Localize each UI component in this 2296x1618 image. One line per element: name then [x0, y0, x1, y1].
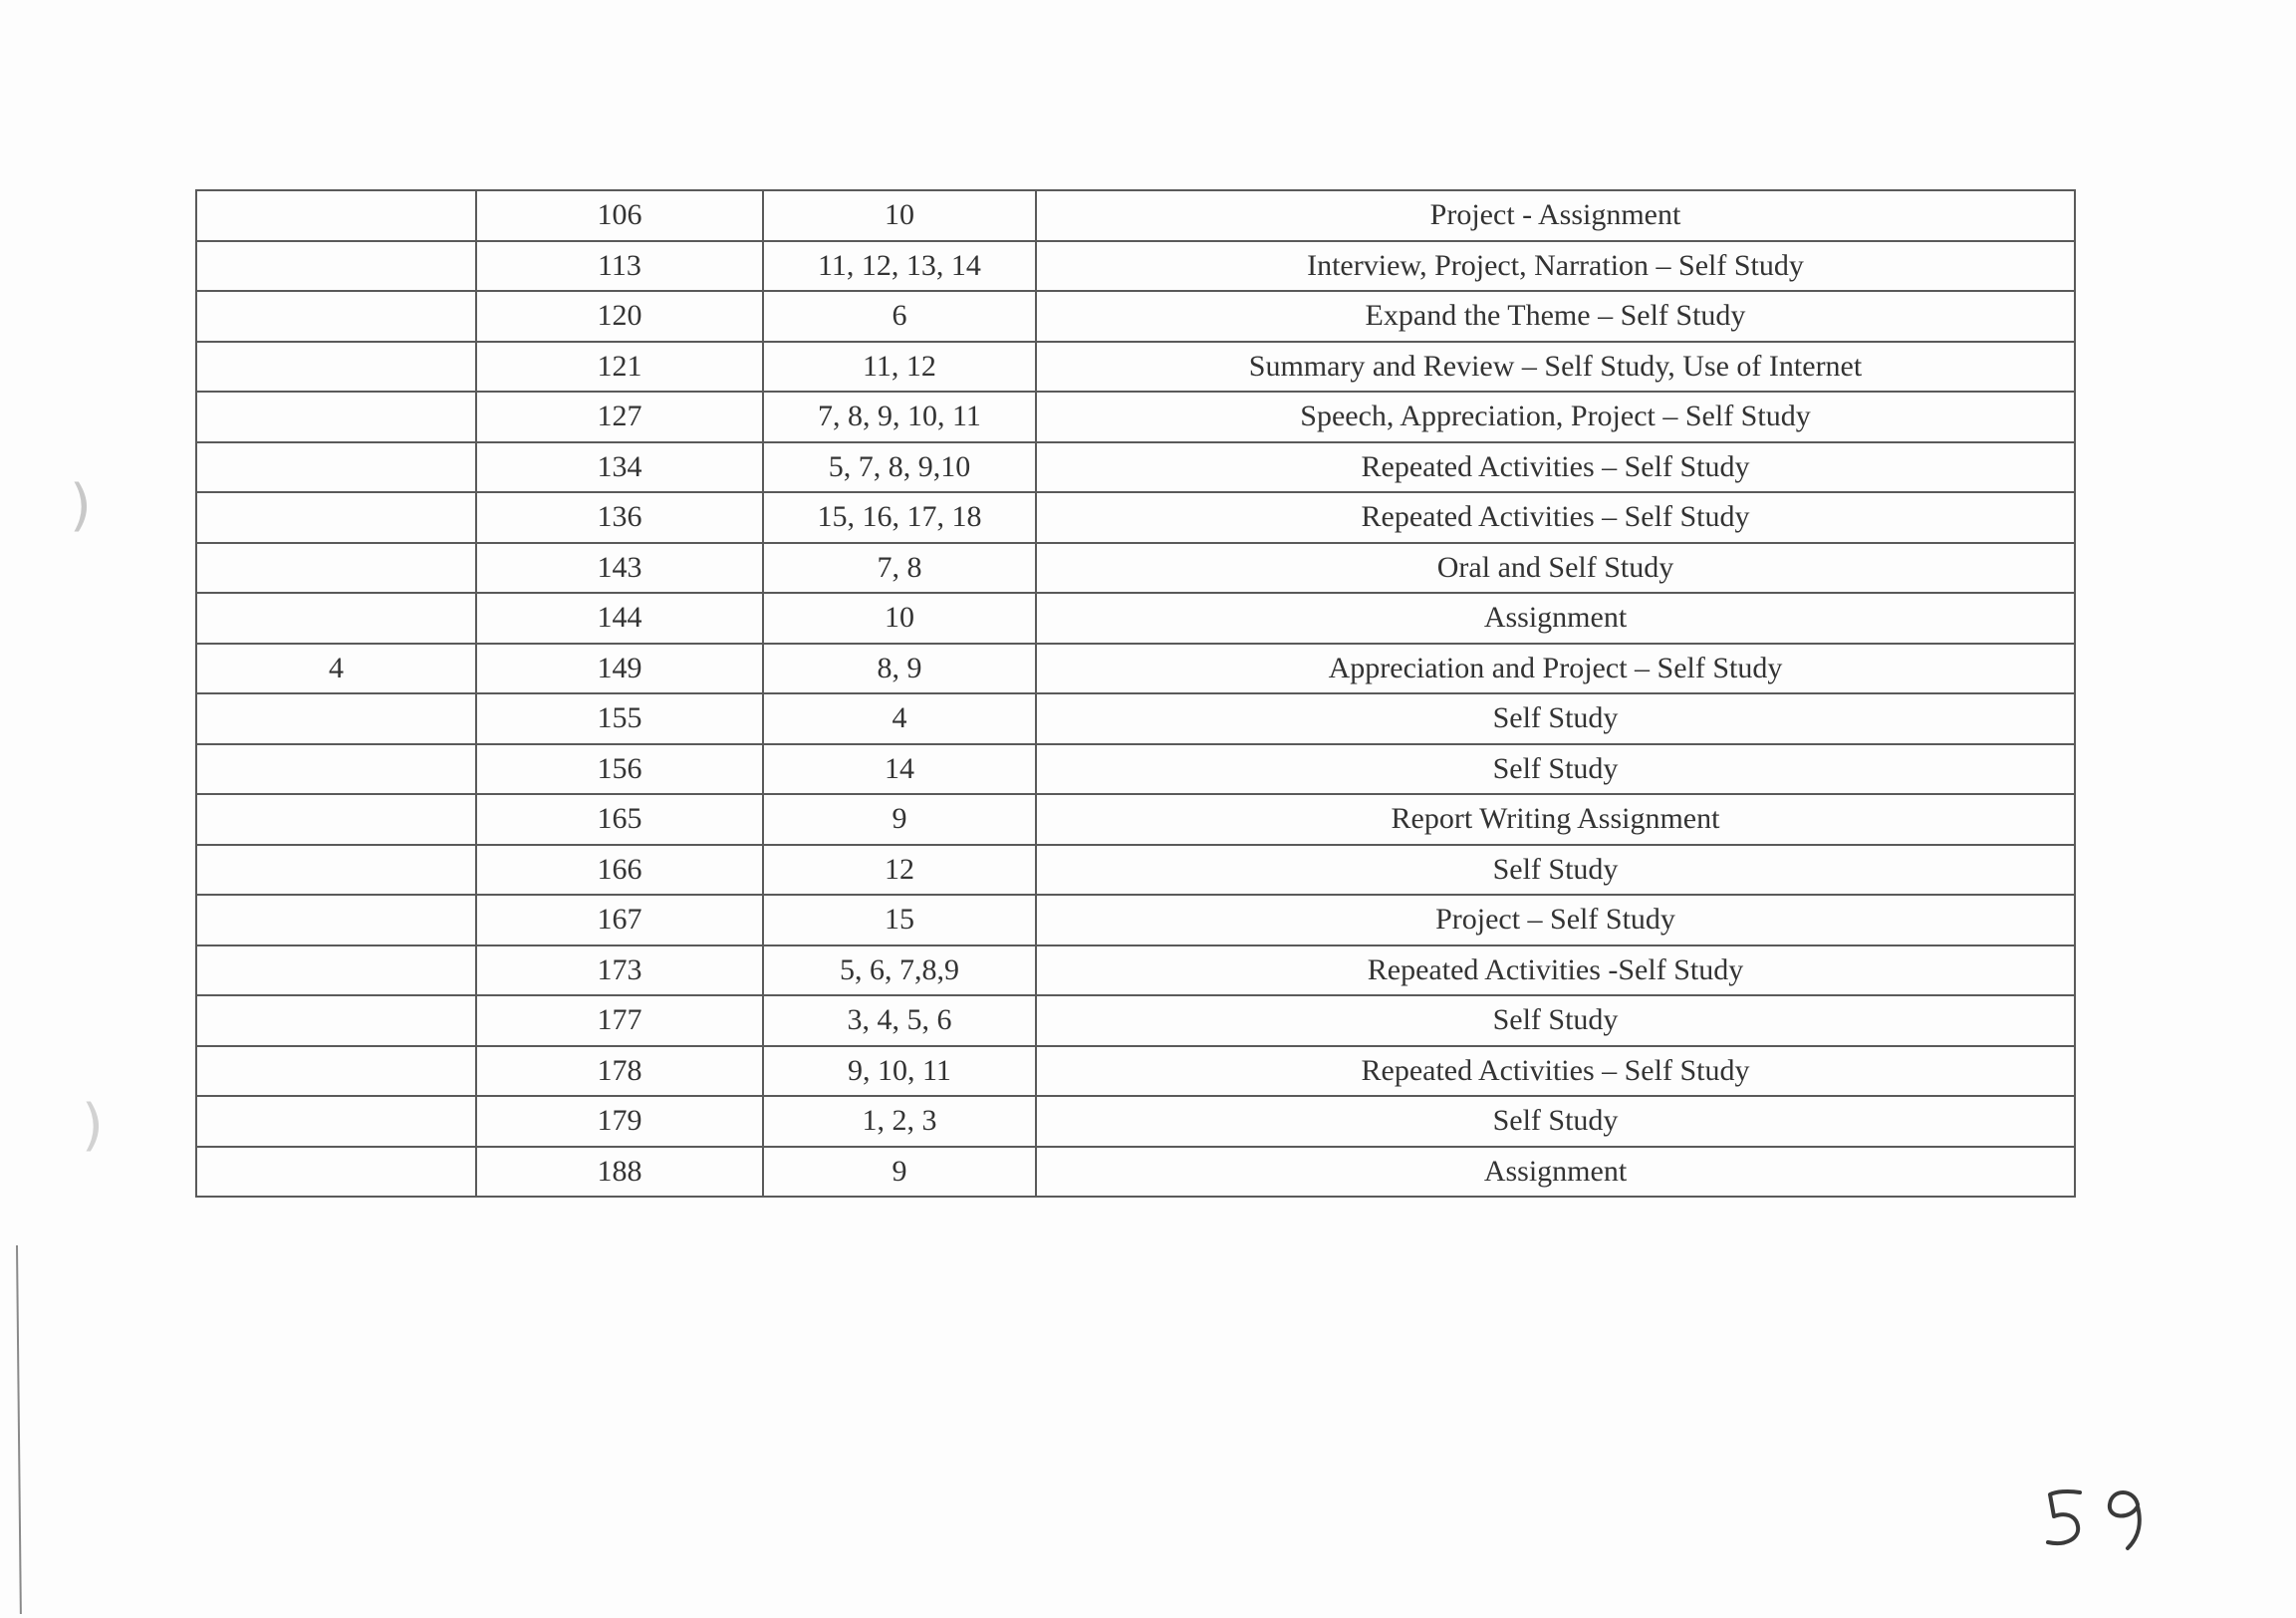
- table-row: [196, 1147, 2075, 1198]
- activity-cell: 9: [763, 1147, 1036, 1198]
- page-cell: 188: [476, 1147, 763, 1198]
- page-cell: 113: [476, 241, 763, 292]
- remarks-cell: Assignment: [1036, 1147, 2075, 1198]
- table-row: [196, 644, 2075, 694]
- unit-cell: [196, 794, 476, 845]
- remarks-cell: Repeated Activities – Self Study: [1036, 442, 2075, 493]
- activity-cell: 10: [763, 593, 1036, 644]
- page-cell: 136: [476, 492, 763, 543]
- page-cell: 143: [476, 543, 763, 594]
- remarks-cell: Repeated Activities – Self Study: [1036, 1046, 2075, 1097]
- page-cell: 144: [476, 593, 763, 644]
- table-row: [196, 995, 2075, 1046]
- activity-cell: 8, 9: [763, 644, 1036, 694]
- table-row: [196, 794, 2075, 845]
- unit-cell: [196, 845, 476, 896]
- unit-cell: [196, 291, 476, 342]
- activity-cell: 9, 10, 11: [763, 1046, 1036, 1097]
- activity-cell: 9: [763, 794, 1036, 845]
- schedule-table-container: [195, 189, 2074, 1198]
- remarks-cell: Appreciation and Project – Self Study: [1036, 644, 2075, 694]
- table-row: [196, 895, 2075, 945]
- activity-cell: 15: [763, 895, 1036, 945]
- remarks-cell: Oral and Self Study: [1036, 543, 2075, 594]
- table-row: [196, 1096, 2075, 1147]
- page-cell: 127: [476, 392, 763, 442]
- scan-edge-line: [16, 1245, 22, 1614]
- page-cell: 155: [476, 693, 763, 744]
- activity-cell: 4: [763, 693, 1036, 744]
- remarks-cell: Report Writing Assignment: [1036, 794, 2075, 845]
- unit-cell: [196, 1046, 476, 1097]
- table-row: [196, 342, 2075, 393]
- schedule-table: [195, 189, 2076, 1198]
- margin-bracket-mark: ): [82, 1093, 104, 1158]
- unit-cell: [196, 945, 476, 996]
- remarks-cell: Summary and Review – Self Study, Use of Internet: [1036, 342, 2075, 393]
- remarks-cell: Self Study: [1036, 845, 2075, 896]
- page-cell: 166: [476, 845, 763, 896]
- page-cell: 106: [476, 190, 763, 241]
- unit-cell: [196, 693, 476, 744]
- page-cell: 149: [476, 644, 763, 694]
- remarks-cell: Project – Self Study: [1036, 895, 2075, 945]
- table-row: [196, 492, 2075, 543]
- table-row: [196, 1046, 2075, 1097]
- page-cell: 178: [476, 1046, 763, 1097]
- unit-cell: [196, 895, 476, 945]
- activity-cell: 6: [763, 291, 1036, 342]
- remarks-cell: Self Study: [1036, 744, 2075, 795]
- unit-cell: [196, 392, 476, 442]
- page-cell: 173: [476, 945, 763, 996]
- remarks-cell: Self Study: [1036, 995, 2075, 1046]
- remarks-cell: Project - Assignment: [1036, 190, 2075, 241]
- table-row: [196, 241, 2075, 292]
- table-row: [196, 693, 2075, 744]
- table-row: [196, 291, 2075, 342]
- unit-cell: [196, 744, 476, 795]
- activity-cell: 10: [763, 190, 1036, 241]
- unit-cell: [196, 442, 476, 493]
- remarks-cell: Expand the Theme – Self Study: [1036, 291, 2075, 342]
- remarks-cell: Repeated Activities -Self Study: [1036, 945, 2075, 996]
- activity-cell: 11, 12: [763, 342, 1036, 393]
- table-row: [196, 392, 2075, 442]
- unit-cell: [196, 1096, 476, 1147]
- unit-cell: 4: [196, 644, 476, 694]
- remarks-cell: Speech, Appreciation, Project – Self Study: [1036, 392, 2075, 442]
- unit-cell: [196, 241, 476, 292]
- table-row: [196, 442, 2075, 493]
- unit-cell: [196, 342, 476, 393]
- table-row: [196, 744, 2075, 795]
- activity-cell: 11, 12, 13, 14: [763, 241, 1036, 292]
- page-cell: 167: [476, 895, 763, 945]
- table-row: [196, 945, 2075, 996]
- table-row: [196, 845, 2075, 896]
- remarks-cell: Self Study: [1036, 693, 2075, 744]
- activity-cell: 14: [763, 744, 1036, 795]
- activity-cell: 7, 8: [763, 543, 1036, 594]
- unit-cell: [196, 190, 476, 241]
- unit-cell: [196, 995, 476, 1046]
- remarks-cell: Assignment: [1036, 593, 2075, 644]
- handwritten-page-number: [2042, 1475, 2162, 1564]
- activity-cell: 3, 4, 5, 6: [763, 995, 1036, 1046]
- unit-cell: [196, 543, 476, 594]
- unit-cell: [196, 492, 476, 543]
- activity-cell: 5, 7, 8, 9,10: [763, 442, 1036, 493]
- table-row: [196, 593, 2075, 644]
- page-cell: 156: [476, 744, 763, 795]
- activity-cell: 1, 2, 3: [763, 1096, 1036, 1147]
- page-cell: 134: [476, 442, 763, 493]
- page-cell: 165: [476, 794, 763, 845]
- activity-cell: 5, 6, 7,8,9: [763, 945, 1036, 996]
- table-row: [196, 190, 2075, 241]
- page-cell: 177: [476, 995, 763, 1046]
- activity-cell: 12: [763, 845, 1036, 896]
- margin-bracket-mark: ): [70, 473, 92, 538]
- unit-cell: [196, 593, 476, 644]
- schedule-table-body: [196, 190, 2075, 1197]
- remarks-cell: Repeated Activities – Self Study: [1036, 492, 2075, 543]
- activity-cell: 15, 16, 17, 18: [763, 492, 1036, 543]
- page-cell: 121: [476, 342, 763, 393]
- remarks-cell: Self Study: [1036, 1096, 2075, 1147]
- page-cell: 120: [476, 291, 763, 342]
- table-row: [196, 543, 2075, 594]
- remarks-cell: Interview, Project, Narration – Self Study: [1036, 241, 2075, 292]
- activity-cell: 7, 8, 9, 10, 11: [763, 392, 1036, 442]
- page-cell: 179: [476, 1096, 763, 1147]
- unit-cell: [196, 1147, 476, 1198]
